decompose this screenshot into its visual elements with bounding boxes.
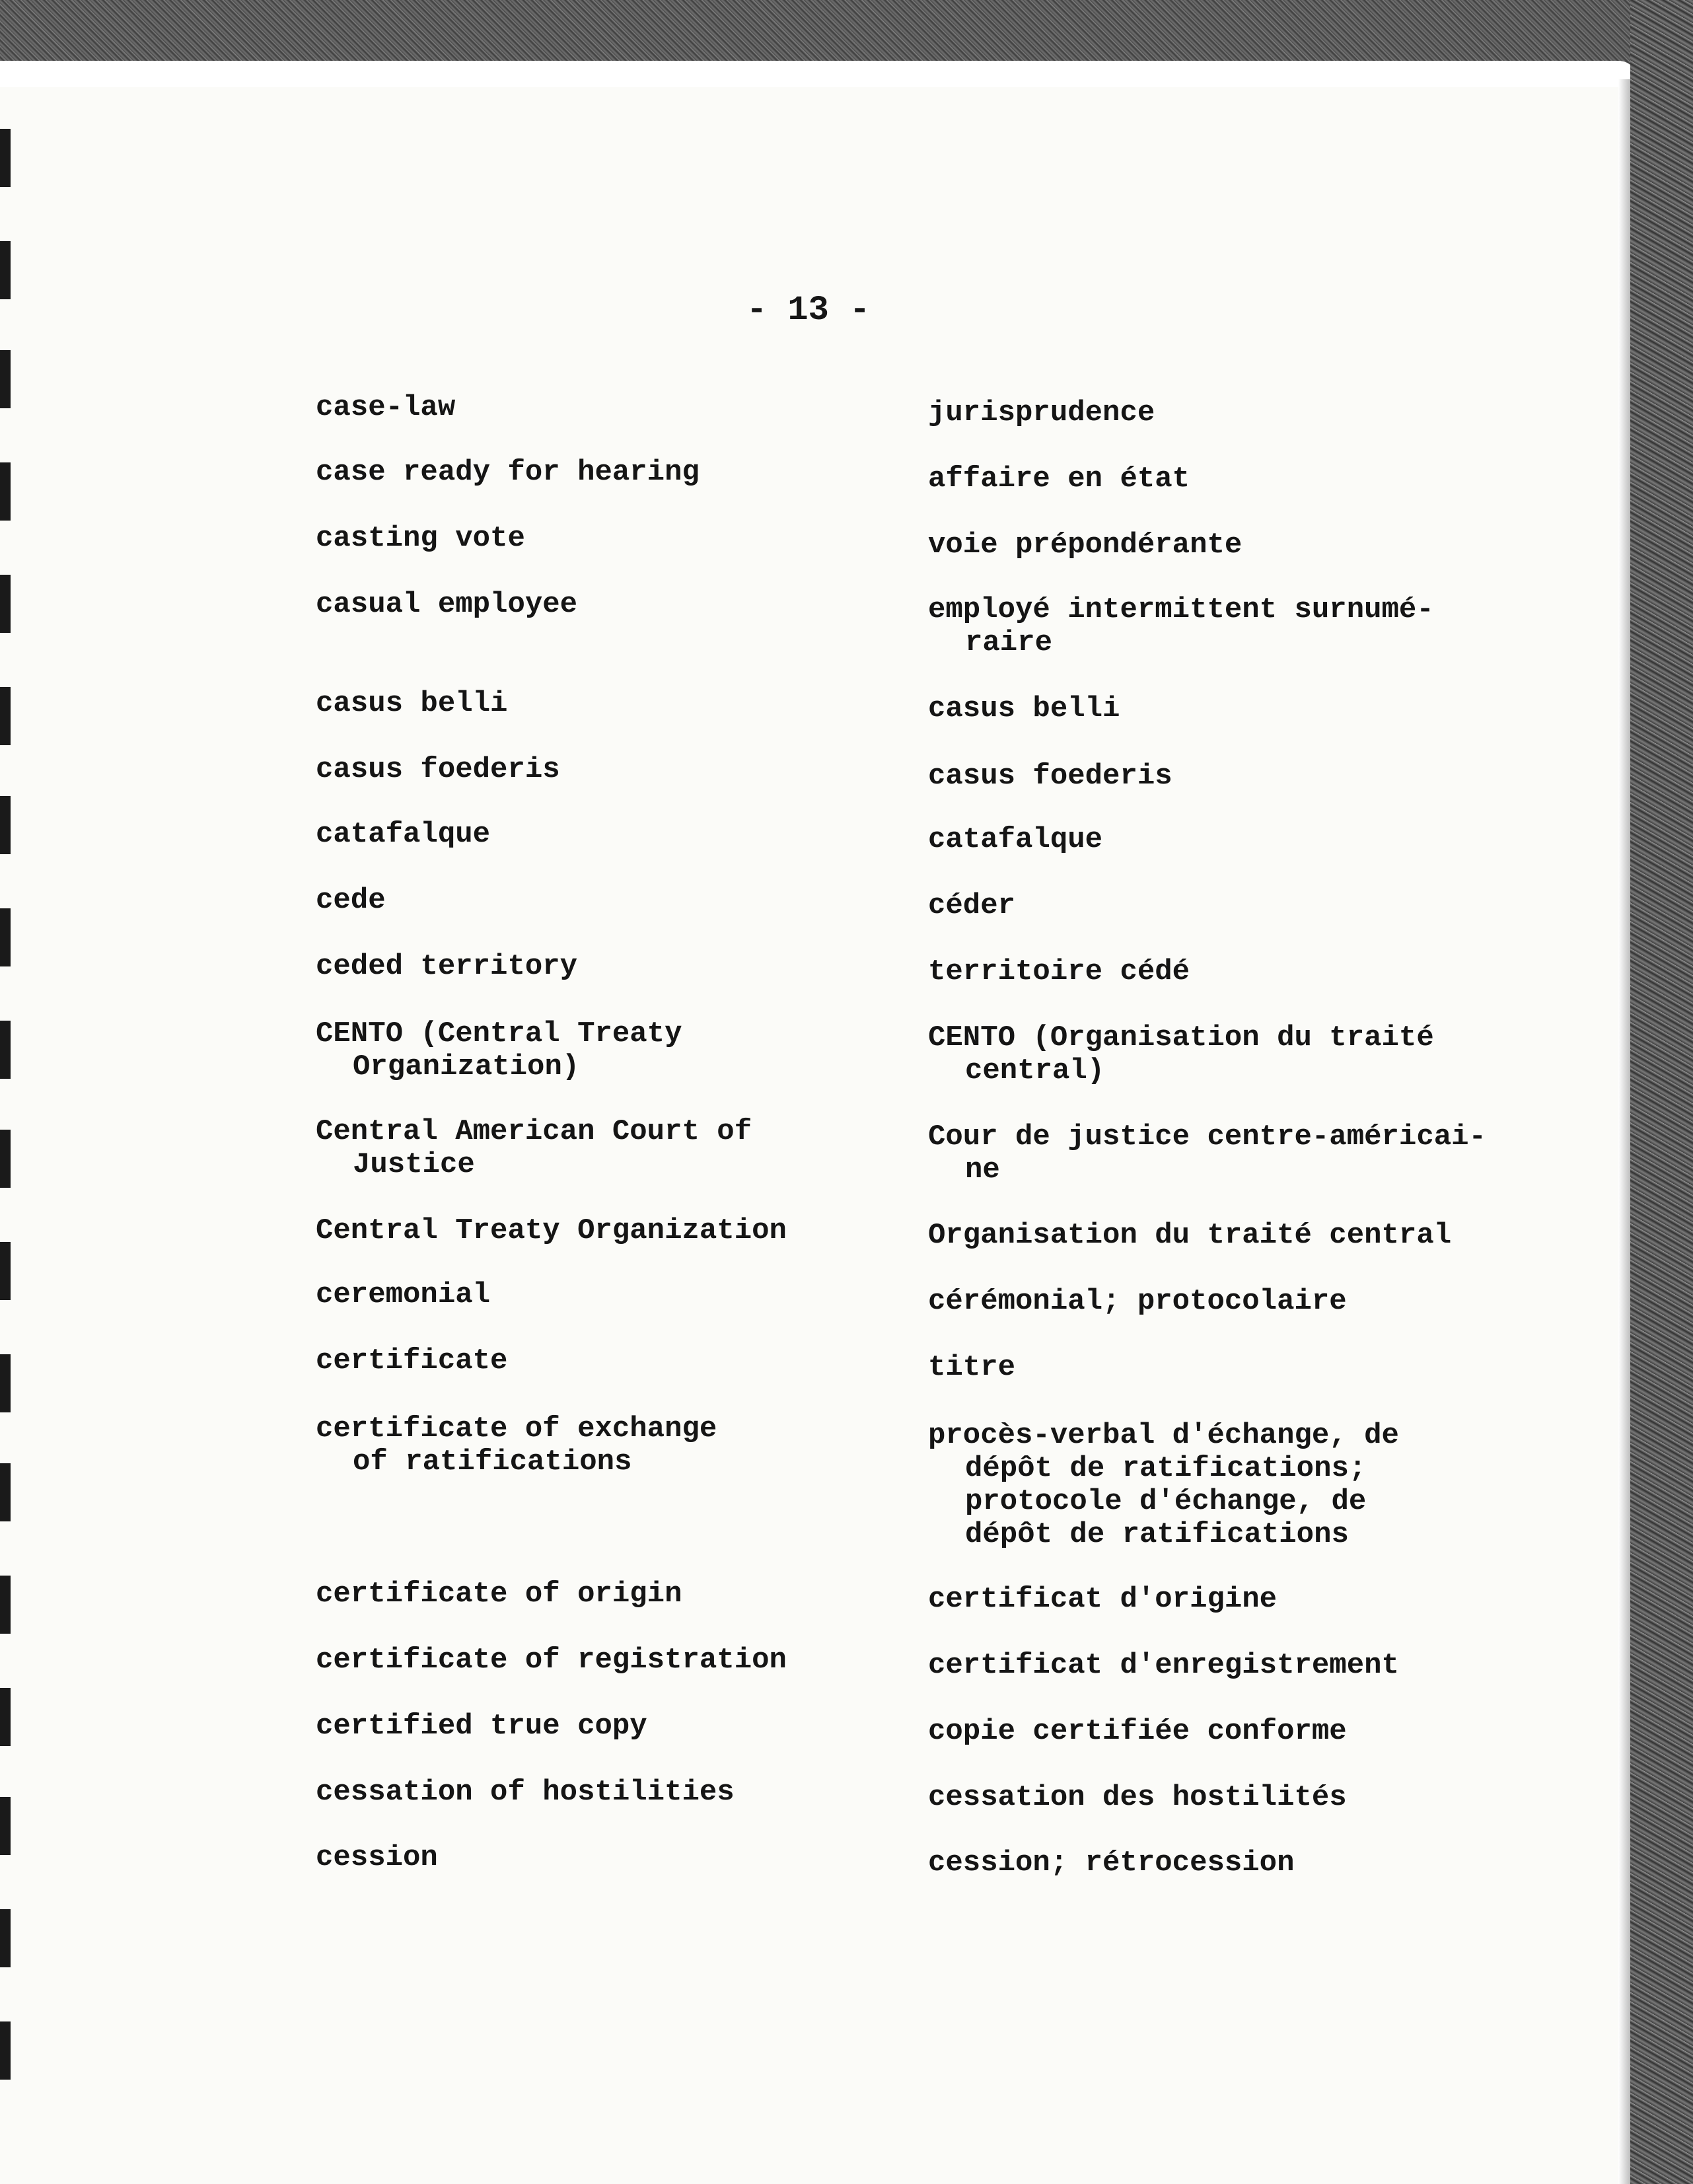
term-line: procès-verbal d'échange, de [928, 1419, 1399, 1452]
french-term [928, 1846, 1295, 1879]
french-term [928, 462, 1190, 495]
term-line: ceded territory [316, 950, 578, 983]
english-term [316, 1017, 682, 1083]
english-term [316, 753, 560, 786]
english-term [316, 1841, 438, 1874]
french-term [928, 1715, 1347, 1748]
english-term [316, 1644, 787, 1677]
french-term [928, 593, 1434, 659]
french-term [928, 692, 1120, 725]
term-line: CENTO (Central Treaty [316, 1017, 682, 1050]
term-line: employé intermittent surnumé- [928, 593, 1434, 626]
french-term [928, 760, 1172, 793]
term-line: casual employee [316, 588, 578, 621]
binder-mark [0, 1021, 11, 1079]
term-line: cessation of hostilities [316, 1776, 735, 1809]
french-term [928, 396, 1155, 429]
term-line: céder [928, 889, 1016, 922]
english-term [316, 884, 386, 917]
binder-mark [0, 1688, 11, 1746]
binder-mark [0, 1463, 11, 1521]
term-line: certificate of exchange [316, 1412, 717, 1445]
french-term [928, 1419, 1399, 1551]
term-line: casus belli [928, 692, 1120, 725]
term-line: cession [316, 1841, 438, 1874]
french-term [928, 1285, 1347, 1318]
term-line: certificat d'enregistrement [928, 1649, 1399, 1682]
binder-mark [0, 1130, 11, 1188]
english-term [316, 1710, 647, 1743]
term-line: certified true copy [316, 1710, 647, 1743]
english-term [316, 950, 577, 983]
french-term [928, 1649, 1399, 1682]
french-term [928, 889, 1015, 922]
term-line: case ready for hearing [316, 456, 700, 489]
english-term [316, 1776, 735, 1809]
term-line: dépôt de ratifications; [965, 1452, 1367, 1485]
english-term [316, 391, 455, 424]
term-line: of ratifications [353, 1445, 632, 1478]
binder-mark [0, 1576, 11, 1634]
binder-mark [0, 1242, 11, 1300]
term-line: ne [965, 1153, 1000, 1186]
term-line: certificate of origin [316, 1578, 682, 1611]
binder-mark [0, 687, 11, 745]
binder-mark [0, 908, 11, 966]
english-term [316, 522, 525, 555]
english-term [316, 1412, 717, 1478]
english-term [316, 588, 577, 621]
binder-mark [0, 241, 11, 299]
term-line: certificat d'origine [928, 1583, 1278, 1616]
binder-mark [0, 796, 11, 854]
french-term [928, 1021, 1434, 1087]
english-term [316, 1578, 682, 1611]
term-line: dépôt de ratifications [965, 1518, 1349, 1551]
term-line: case-law [316, 391, 456, 424]
term-line: Organization) [353, 1050, 580, 1083]
term-line: Organisation du traité central [928, 1219, 1452, 1252]
term-line: central) [965, 1054, 1105, 1087]
term-line: Central American Court of [316, 1115, 752, 1148]
binder-mark [0, 350, 11, 408]
binder-mark [0, 575, 11, 633]
page-top-margin [0, 61, 1638, 87]
term-line: cessation des hostilités [928, 1781, 1347, 1814]
english-term [316, 1214, 787, 1247]
term-line: affaire en état [928, 462, 1190, 495]
page-right-edge-shadow [1618, 79, 1630, 2184]
term-line: casus foederis [316, 753, 560, 786]
french-term [928, 1583, 1277, 1616]
binder-mark [0, 1354, 11, 1412]
term-line: protocole d'échange, de [965, 1485, 1367, 1518]
term-line: Cour de justice centre-américai- [928, 1120, 1486, 1153]
term-line: territoire cédé [928, 955, 1190, 988]
term-line: casting vote [316, 522, 525, 555]
term-line: casus belli [316, 687, 508, 720]
term-line: catafalque [928, 823, 1103, 856]
english-term [316, 1115, 752, 1181]
french-term [928, 1351, 1015, 1384]
term-line: casus foederis [928, 760, 1172, 793]
term-line: cede [316, 884, 386, 917]
term-line: ceremonial [316, 1278, 491, 1311]
binder-mark [0, 2021, 11, 2080]
binder-strip [1630, 0, 1693, 2184]
french-term [928, 955, 1190, 988]
binder-mark [0, 462, 11, 521]
term-line: copie certifiée conforme [928, 1715, 1347, 1748]
term-line: Justice [353, 1148, 475, 1181]
term-line: jurisprudence [928, 396, 1155, 429]
term-line: voie prépondérante [928, 528, 1243, 562]
binder-mark [0, 129, 11, 187]
english-term [316, 818, 490, 851]
french-term [928, 823, 1102, 856]
french-term [928, 528, 1242, 562]
french-term [928, 1219, 1451, 1252]
term-line: titre [928, 1351, 1016, 1384]
french-term [928, 1781, 1347, 1814]
english-term [316, 1278, 490, 1311]
term-line: certificate [316, 1344, 508, 1377]
english-term [316, 1344, 507, 1377]
english-term [316, 456, 700, 489]
term-line: raire [965, 626, 1053, 659]
term-line: catafalque [316, 818, 491, 851]
term-line: cession; rétrocession [928, 1846, 1295, 1879]
term-line: Central Treaty Organization [316, 1214, 787, 1247]
term-line: cérémonial; protocolaire [928, 1285, 1347, 1318]
binder-mark [0, 1797, 11, 1855]
page-number: - 13 - [746, 291, 871, 330]
term-line: CENTO (Organisation du traité [928, 1021, 1434, 1054]
term-line: certificate of registration [316, 1644, 787, 1677]
french-term [928, 1120, 1486, 1186]
english-term [316, 687, 507, 720]
binder-mark [0, 1909, 11, 1967]
